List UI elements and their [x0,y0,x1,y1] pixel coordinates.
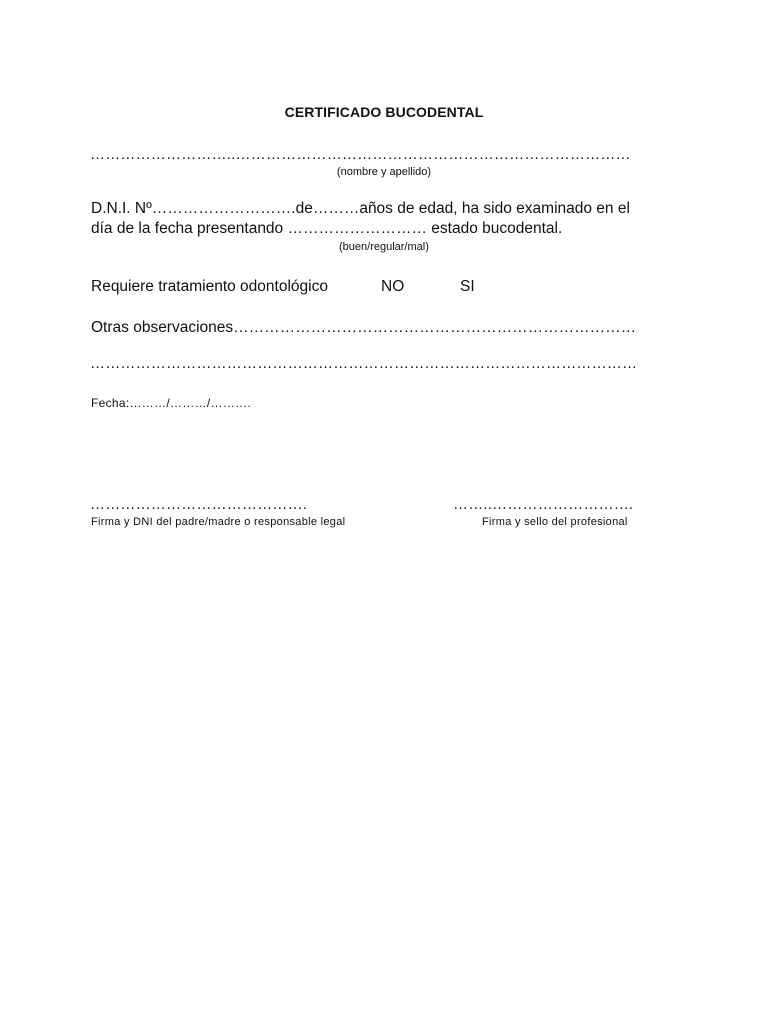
professional-signature-line: ……..………………………. [453,496,634,513]
document-title: CERTIFICADO BUCODENTAL [284,104,484,120]
parent-signature-label: Firma y DNI del padre/madre o responsable legal [91,516,346,528]
observations-continuation: ……………………………………………………………………………………………… [90,355,638,372]
name-fill-line: ………………………..…………………………………………………………………… [90,146,631,163]
treatment-option-no: NO [381,278,405,295]
condition-line: día de la fecha presentando ……………………… estado bucodental. [91,220,563,237]
date-fill-line: Fecha:………/………/………. [91,396,252,410]
professional-signature-label: Firma y sello del profesional [482,516,628,528]
observations-line: Otras observaciones…………………………………………………………………… [91,319,637,336]
treatment-option-si: SI [460,278,475,295]
treatment-question: Requiere tratamiento odontológico [91,278,328,295]
parent-signature-line: ……………………………………. [90,496,308,513]
dni-age-line: D.N.I. Nº……………………….de………años de edad, ha sido examinado en el [91,200,630,217]
name-hint: (nombre y apellido) [336,166,432,178]
condition-hint: (buen/regular/mal) [339,241,429,253]
